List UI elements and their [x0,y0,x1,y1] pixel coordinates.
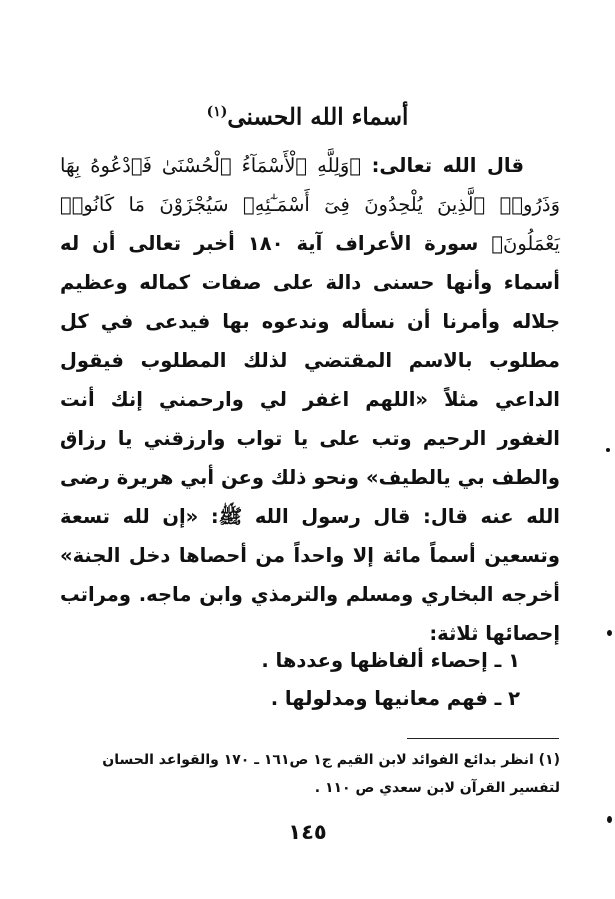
body-lead: قال الله تعالى: [371,154,524,177]
footnote-divider [407,738,559,739]
list-item: ٢ ـ فهم معانيها ومدلولها . [270,687,520,710]
body-paragraph [60,146,560,653]
quran-verse: ﴿وَلِلَّهِ ٱلْأَسْمَآءُ ٱلْحُسْنَىٰ فَٱدْعُوهُ بِهَا وَذَرُوا۟ ٱلَّذِينَ يُلْحِدُونَ فِىٓ أَسْمَـٰٓئِهِۦ سَيُجْزَوْنَ مَا كَانُوا۟ يَعْمَلُونَ﴾ [60,154,560,255]
footnote-line-1: (١) انظر بدائع الفوائد لابن القيم ج١ ص١٦١ ـ ١٧٠ والقواعد الحسان [102,752,560,768]
page-number: ١٤٥ [288,820,327,844]
title-footnote-marker: (١) [206,104,228,120]
enumeration-list [60,642,520,718]
page-title [0,96,615,134]
body-text-after-verse: سورة الأعراف آية ١٨٠ أخبر تعالى أن له أسماء وأنها حسنى دالة على صفات كماله وعظيم جلاله وأمرنا أن نسأله وندعوه بها فيدعى في كل مطلوب بالاسم المقتضي لذلك المطلوب فيقول الداعي مثلاً «اللهم اغفر لي وارحمني إنك أنت الغفور الرحيم وتب على يا تواب وارزقني يا رزاق والطف بي يالطيف» ونحو ذلك وعن أبي هريرة رضى الله عنه قال: قال رسول الله ﷺ: «إن لله تسعة وتسعين أسماً مائة إلا واحداً من أحصاها دخل الجنة» أخرجه البخاري ومسلم والترمذي وابن ماجه. ومراتب إحصائها ثلاثة: [60,232,560,645]
footnote-line-2: لتفسير القرآن لابن سعدي ص ١١٠ . [314,780,560,796]
scan-speck [607,816,612,823]
list-item: ١ ـ إحصاء ألفاظها وعددها . [261,649,520,672]
title-text: أسماء الله الحسنى [227,103,409,131]
footnote [66,746,560,802]
scan-speck [606,448,610,452]
scan-speck [607,630,612,636]
